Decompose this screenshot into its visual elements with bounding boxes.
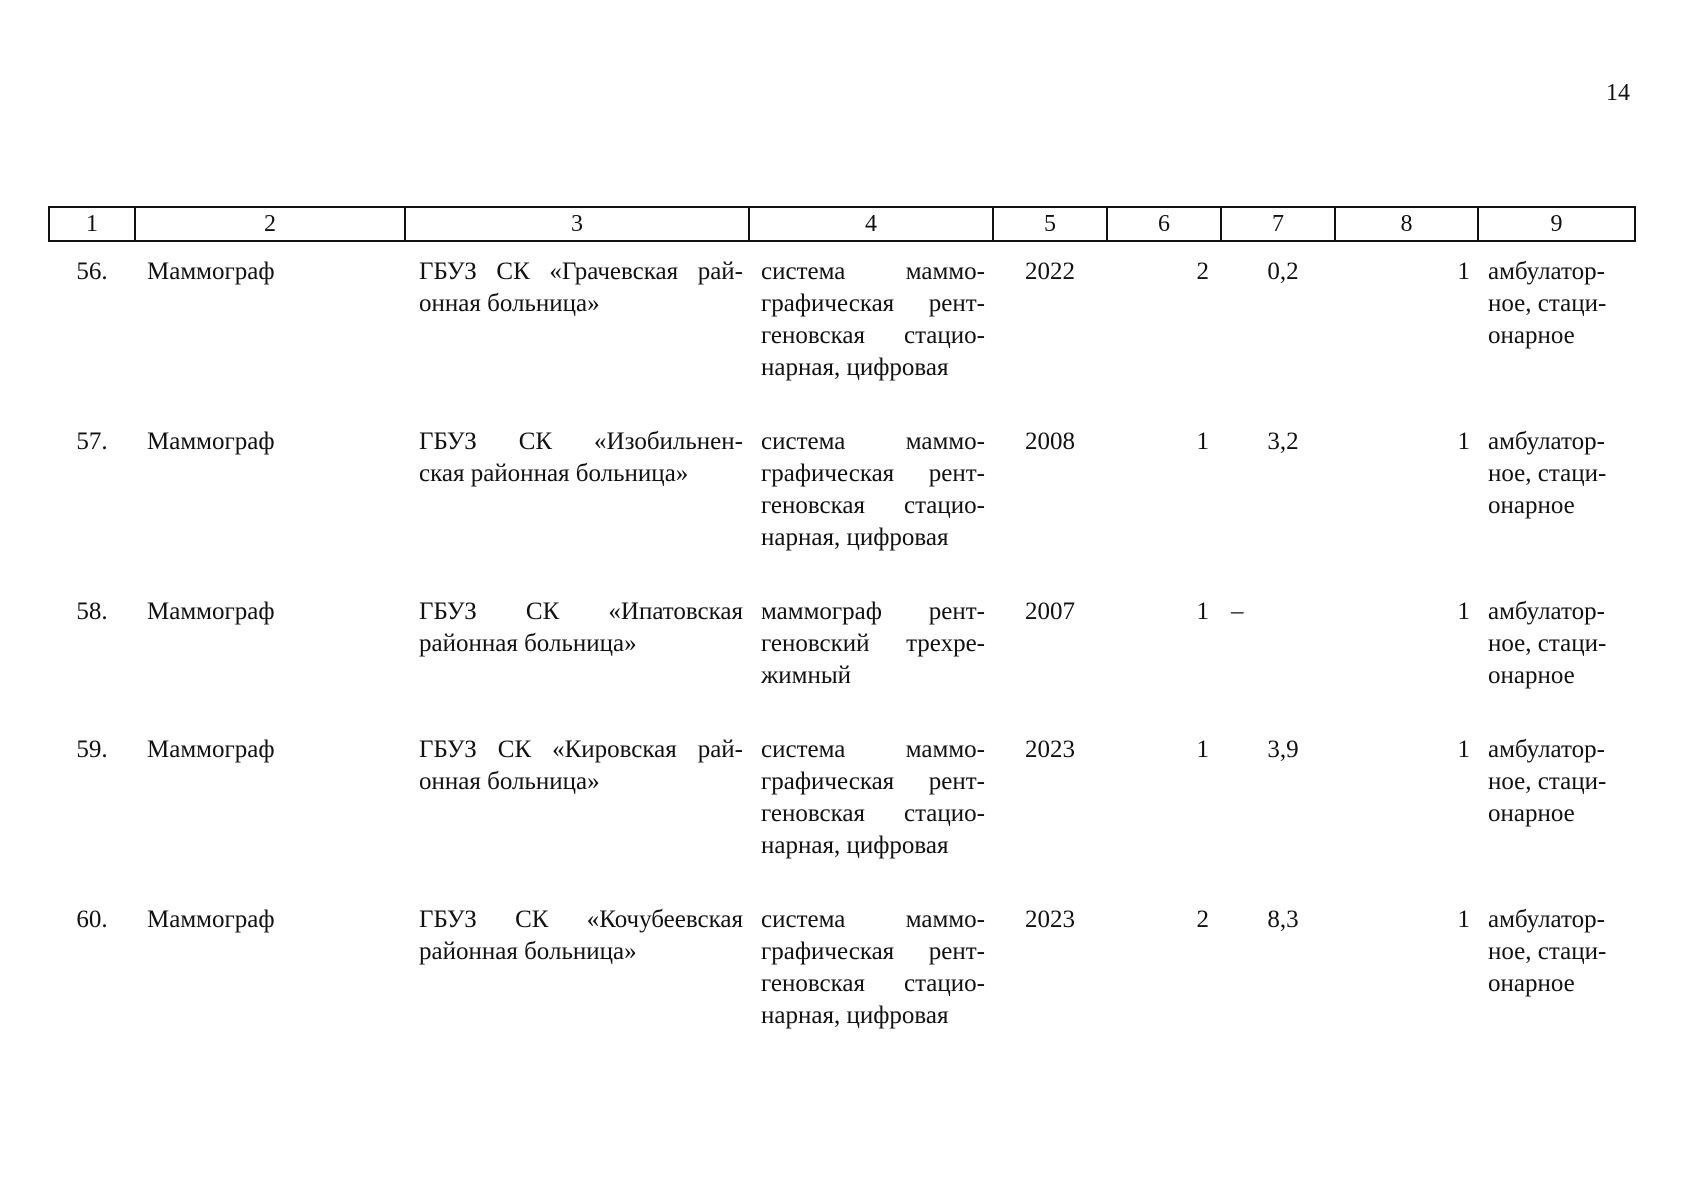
column-6-value: 1 — [1196, 428, 1209, 455]
organization — [405, 890, 749, 1060]
column-header-2: 2 — [135, 207, 405, 241]
equipment-type-line: геновская стацио- — [761, 800, 985, 827]
equipment-type — [749, 890, 993, 1060]
column-header-4: 4 — [749, 207, 993, 241]
column-header-8: 8 — [1335, 207, 1478, 241]
column-8-value: 1 — [1457, 906, 1470, 933]
usage-mode-line: онарное — [1488, 662, 1575, 689]
table-header — [49, 207, 1635, 241]
table-row — [49, 720, 1635, 890]
equipment-type-line: система маммо- — [761, 258, 985, 285]
equipment-type-line: нарная, цифровая — [761, 1002, 949, 1029]
equipment-type-line: геновская стацио- — [761, 970, 985, 997]
row-number: 57. — [76, 428, 108, 455]
equipment-name: Маммограф — [147, 598, 275, 625]
equipment-type — [749, 582, 993, 720]
usage-mode — [1478, 412, 1635, 582]
column-6-value: 2 — [1196, 906, 1209, 933]
organization-line: районная больница» — [419, 938, 637, 965]
usage-mode-line: ное, стаци- — [1488, 768, 1607, 795]
year: 2022 — [1025, 258, 1075, 285]
column-8-value: 1 — [1457, 736, 1470, 763]
column-7-value: 3,9 — [1267, 736, 1299, 763]
organization — [405, 720, 749, 890]
usage-mode-line: онарное — [1488, 492, 1575, 519]
equipment-type-line: графическая рент- — [761, 938, 985, 965]
column-7-value: – — [1231, 598, 1244, 625]
equipment-type-line: маммограф рент- — [761, 598, 985, 625]
equipment-type-line: геновская стацио- — [761, 322, 985, 349]
column-8-value: 1 — [1457, 598, 1470, 625]
equipment-type-line: геновский трехре- — [761, 630, 985, 657]
usage-mode-line: амбулатор- — [1488, 598, 1605, 625]
equipment-type-line: жимный — [761, 662, 852, 689]
organization-line: ГБУЗ СК «Грачевская рай- — [419, 258, 743, 285]
usage-mode-line: амбулатор- — [1488, 428, 1605, 455]
organization — [405, 412, 749, 582]
year: 2008 — [1025, 428, 1075, 455]
column-header-7: 7 — [1221, 207, 1335, 241]
page-number: 14 — [1606, 80, 1630, 106]
column-6-value: 1 — [1196, 598, 1209, 625]
organization — [405, 241, 749, 412]
equipment-type-line: графическая рент- — [761, 768, 985, 795]
row-number: 58. — [76, 598, 108, 625]
equipment-type-line: нарная, цифровая — [761, 354, 949, 381]
usage-mode-line: амбулатор- — [1488, 906, 1605, 933]
equipment-type — [749, 412, 993, 582]
usage-mode — [1478, 241, 1635, 412]
organization-line: ГБУЗ СК «Изобильнен- — [419, 428, 743, 455]
equipment-type — [749, 241, 993, 412]
organization — [405, 582, 749, 720]
column-8-value: 1 — [1457, 258, 1470, 285]
equipment-type-line: система маммо- — [761, 736, 985, 763]
equipment-name: Маммограф — [147, 736, 275, 763]
equipment-name: Маммограф — [147, 906, 275, 933]
equipment-type-line: система маммо- — [761, 428, 985, 455]
equipment-type-line: нарная, цифровая — [761, 524, 949, 551]
year: 2007 — [1025, 598, 1075, 625]
column-header-9: 9 — [1478, 207, 1635, 241]
organization-line: ГБУЗ СК «Кировская рай- — [419, 736, 743, 763]
row-number: 59. — [76, 736, 108, 763]
equipment-type-line: графическая рент- — [761, 460, 985, 487]
usage-mode — [1478, 890, 1635, 1060]
equipment-table — [48, 206, 1636, 1060]
column-6-value: 1 — [1196, 736, 1209, 763]
column-7-value: 8,3 — [1267, 906, 1299, 933]
table-row — [49, 241, 1635, 412]
column-6-value: 2 — [1196, 258, 1209, 285]
usage-mode-line: онарное — [1488, 322, 1575, 349]
usage-mode — [1478, 582, 1635, 720]
column-7-value: 3,2 — [1267, 428, 1299, 455]
column-8-value: 1 — [1457, 428, 1470, 455]
usage-mode — [1478, 720, 1635, 890]
equipment-type-line: графическая рент- — [761, 290, 985, 317]
equipment-type-line: геновская стацио- — [761, 492, 985, 519]
table-body — [49, 241, 1635, 1060]
column-header-3: 3 — [405, 207, 749, 241]
usage-mode-line: амбулатор- — [1488, 736, 1605, 763]
year: 2023 — [1025, 906, 1075, 933]
equipment-type-line: система маммо- — [761, 906, 985, 933]
row-number: 60. — [76, 906, 108, 933]
table-row — [49, 412, 1635, 582]
usage-mode-line: ное, стаци- — [1488, 460, 1607, 487]
organization-line: ГБУЗ СК «Кочубеевская — [419, 906, 743, 933]
column-header-6: 6 — [1107, 207, 1221, 241]
equipment-name: Маммограф — [147, 258, 275, 285]
column-7-value: 0,2 — [1267, 258, 1299, 285]
equipment-name: Маммограф — [147, 428, 275, 455]
column-header-5: 5 — [993, 207, 1107, 241]
year: 2023 — [1025, 736, 1075, 763]
usage-mode-line: ное, стаци- — [1488, 630, 1607, 657]
usage-mode-line: амбулатор- — [1488, 258, 1605, 285]
table-row — [49, 890, 1635, 1060]
usage-mode-line: онарное — [1488, 800, 1575, 827]
equipment-type-line: нарная, цифровая — [761, 832, 949, 859]
equipment-type — [749, 720, 993, 890]
usage-mode-line: ное, стаци- — [1488, 290, 1607, 317]
table-row — [49, 582, 1635, 720]
organization-line: онная больница» — [419, 290, 600, 317]
usage-mode-line: ное, стаци- — [1488, 938, 1607, 965]
organization-line: ская районная больница» — [419, 460, 689, 487]
organization-line: онная больница» — [419, 768, 600, 795]
row-number: 56. — [76, 258, 108, 285]
column-header-1: 1 — [49, 207, 135, 241]
organization-line: районная больница» — [419, 630, 637, 657]
organization-line: ГБУЗ СК «Ипатовская — [419, 598, 743, 625]
usage-mode-line: онарное — [1488, 970, 1575, 997]
